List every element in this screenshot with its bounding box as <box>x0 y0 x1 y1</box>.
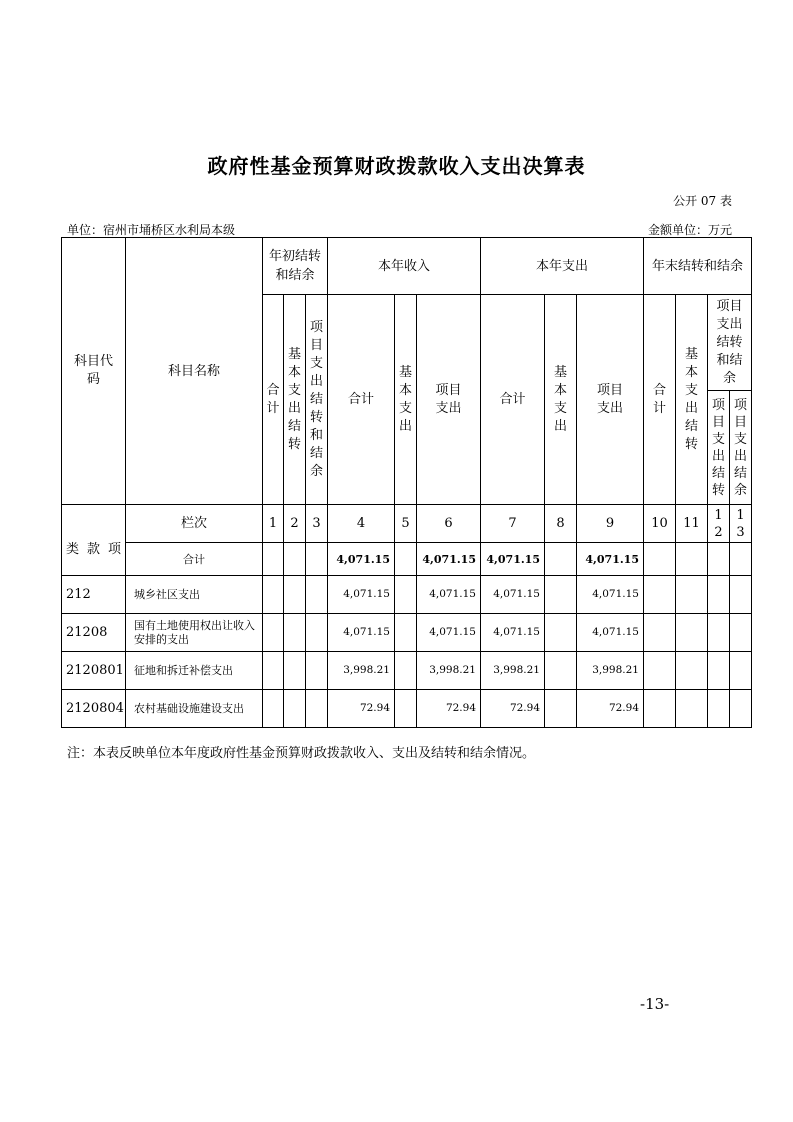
cell <box>545 576 577 614</box>
header-end-basic: 基本支出结转 <box>676 295 708 505</box>
header-end: 年末结转和结余 <box>644 238 752 295</box>
column-number-3: 3 <box>306 505 328 543</box>
table-row <box>62 690 752 728</box>
table-note: 注：本表反映单位本年度政府性基金预算财政拨款收入、支出及结转和结余情况。 <box>67 746 536 761</box>
row-income-total: 4,071.15 <box>328 614 395 652</box>
header-income-basic: 基本支出 <box>395 295 417 505</box>
column-number-5: 5 <box>395 505 417 543</box>
budget-table <box>61 237 752 728</box>
total-expense-project: 4,071.15 <box>577 543 644 576</box>
cell <box>545 614 577 652</box>
cell <box>284 652 306 690</box>
header-expense-basic: 基本支出 <box>545 295 577 505</box>
total-row-label: 合计 <box>126 543 263 576</box>
cell <box>263 543 284 576</box>
table-row <box>62 576 752 614</box>
column-number-8: 8 <box>545 505 577 543</box>
cell <box>284 543 306 576</box>
cell <box>730 614 752 652</box>
header-end-project-surplus: 项目支出结余 <box>730 391 752 505</box>
cell <box>676 576 708 614</box>
row-name: 农村基础设施建设支出 <box>126 690 263 728</box>
row-code: 212 <box>62 576 126 614</box>
form-number: 公开 07 表 <box>673 194 732 208</box>
table-row <box>62 614 752 652</box>
row-income-total: 3,998.21 <box>328 652 395 690</box>
header-income: 本年收入 <box>328 238 481 295</box>
cell <box>676 543 708 576</box>
cell <box>306 576 328 614</box>
cell <box>395 652 417 690</box>
header-begin-project: 项目支出结转和结余 <box>306 295 328 505</box>
header-lei-kuan-xiang <box>62 505 126 576</box>
table-row <box>62 652 752 690</box>
cell <box>708 690 730 728</box>
header-expense-total: 合计 <box>481 295 545 505</box>
row-name: 城乡社区支出 <box>126 576 263 614</box>
cell <box>730 576 752 614</box>
header-end-project-carry: 项目支出结转 <box>708 391 730 505</box>
cell <box>730 543 752 576</box>
cell <box>708 576 730 614</box>
row-name: 国有土地使用权出让收入安排的支出 <box>126 614 263 652</box>
cell <box>545 543 577 576</box>
header-end-project: 项目支出结转和结余 <box>708 295 752 391</box>
cell <box>708 543 730 576</box>
header-name: 科目名称 <box>126 238 263 505</box>
row-expense-project: 4,071.15 <box>577 614 644 652</box>
row-income-project: 4,071.15 <box>417 614 481 652</box>
cell <box>676 652 708 690</box>
page-title: 政府性基金预算财政拨款收入支出决算表 <box>207 154 586 178</box>
row-expense-total: 4,071.15 <box>481 614 545 652</box>
header-begin: 年初结转和结余 <box>263 238 328 295</box>
total-expense-total: 4,071.15 <box>481 543 545 576</box>
cell <box>395 543 417 576</box>
page-number: -13- <box>640 995 670 1013</box>
cell <box>644 543 676 576</box>
header-end-total: 合计 <box>644 295 676 505</box>
cell <box>545 652 577 690</box>
row-code: 21208 <box>62 614 126 652</box>
cell <box>263 652 284 690</box>
column-number-1: 1 <box>263 505 284 543</box>
column-number-7: 7 <box>481 505 545 543</box>
cell <box>676 690 708 728</box>
column-number-11: 11 <box>676 505 708 543</box>
cell <box>284 690 306 728</box>
total-income-total: 4,071.15 <box>328 543 395 576</box>
header-code: 科目代码 <box>62 238 126 505</box>
column-number-10: 10 <box>644 505 676 543</box>
cell <box>306 690 328 728</box>
row-expense-total: 3,998.21 <box>481 652 545 690</box>
row-income-project: 4,071.15 <box>417 576 481 614</box>
cell <box>306 543 328 576</box>
cell <box>644 576 676 614</box>
row-income-total: 4,071.15 <box>328 576 395 614</box>
cell <box>676 614 708 652</box>
total-row <box>62 543 752 576</box>
header-begin-total: 合计 <box>263 295 284 505</box>
header-expense-project: 项目支出 <box>577 295 644 505</box>
cell <box>306 614 328 652</box>
header-income-project: 项目支出 <box>417 295 481 505</box>
row-code: 2120804 <box>62 690 126 728</box>
unit-label: 单位：宿州市埇桥区水利局本级 <box>67 223 236 237</box>
column-number-12: 12 <box>708 505 730 543</box>
cell <box>263 690 284 728</box>
cell <box>545 690 577 728</box>
column-number-6: 6 <box>417 505 481 543</box>
cell <box>730 690 752 728</box>
cell <box>644 614 676 652</box>
cell <box>263 614 284 652</box>
row-income-total: 72.94 <box>328 690 395 728</box>
column-number-9: 9 <box>577 505 644 543</box>
cell <box>284 576 306 614</box>
cell <box>395 690 417 728</box>
header-lei: 类 <box>65 541 79 557</box>
cell <box>306 652 328 690</box>
header-begin-basic: 基本支出结转 <box>284 295 306 505</box>
cell <box>730 652 752 690</box>
column-number-2: 2 <box>284 505 306 543</box>
cell <box>644 690 676 728</box>
cell <box>395 614 417 652</box>
column-number-4: 4 <box>328 505 395 543</box>
header-income-total: 合计 <box>328 295 395 505</box>
header-xiang: 项 <box>107 541 121 557</box>
cell <box>644 652 676 690</box>
total-income-project: 4,071.15 <box>417 543 481 576</box>
row-expense-total: 4,071.15 <box>481 576 545 614</box>
row-income-project: 3,998.21 <box>417 652 481 690</box>
amount-unit-label: 金额单位：万元 <box>647 223 732 237</box>
row-expense-project: 4,071.15 <box>577 576 644 614</box>
row-name: 征地和拆迁补偿支出 <box>126 652 263 690</box>
row-expense-project: 3,998.21 <box>577 652 644 690</box>
row-income-project: 72.94 <box>417 690 481 728</box>
cell <box>708 652 730 690</box>
cell <box>708 614 730 652</box>
cell <box>263 576 284 614</box>
column-row-label: 栏次 <box>126 505 263 543</box>
row-code: 2120801 <box>62 652 126 690</box>
row-expense-project: 72.94 <box>577 690 644 728</box>
column-number-13: 13 <box>730 505 752 543</box>
cell <box>284 614 306 652</box>
cell <box>395 576 417 614</box>
header-expense: 本年支出 <box>481 238 644 295</box>
header-kuan: 款 <box>86 541 100 557</box>
row-expense-total: 72.94 <box>481 690 545 728</box>
